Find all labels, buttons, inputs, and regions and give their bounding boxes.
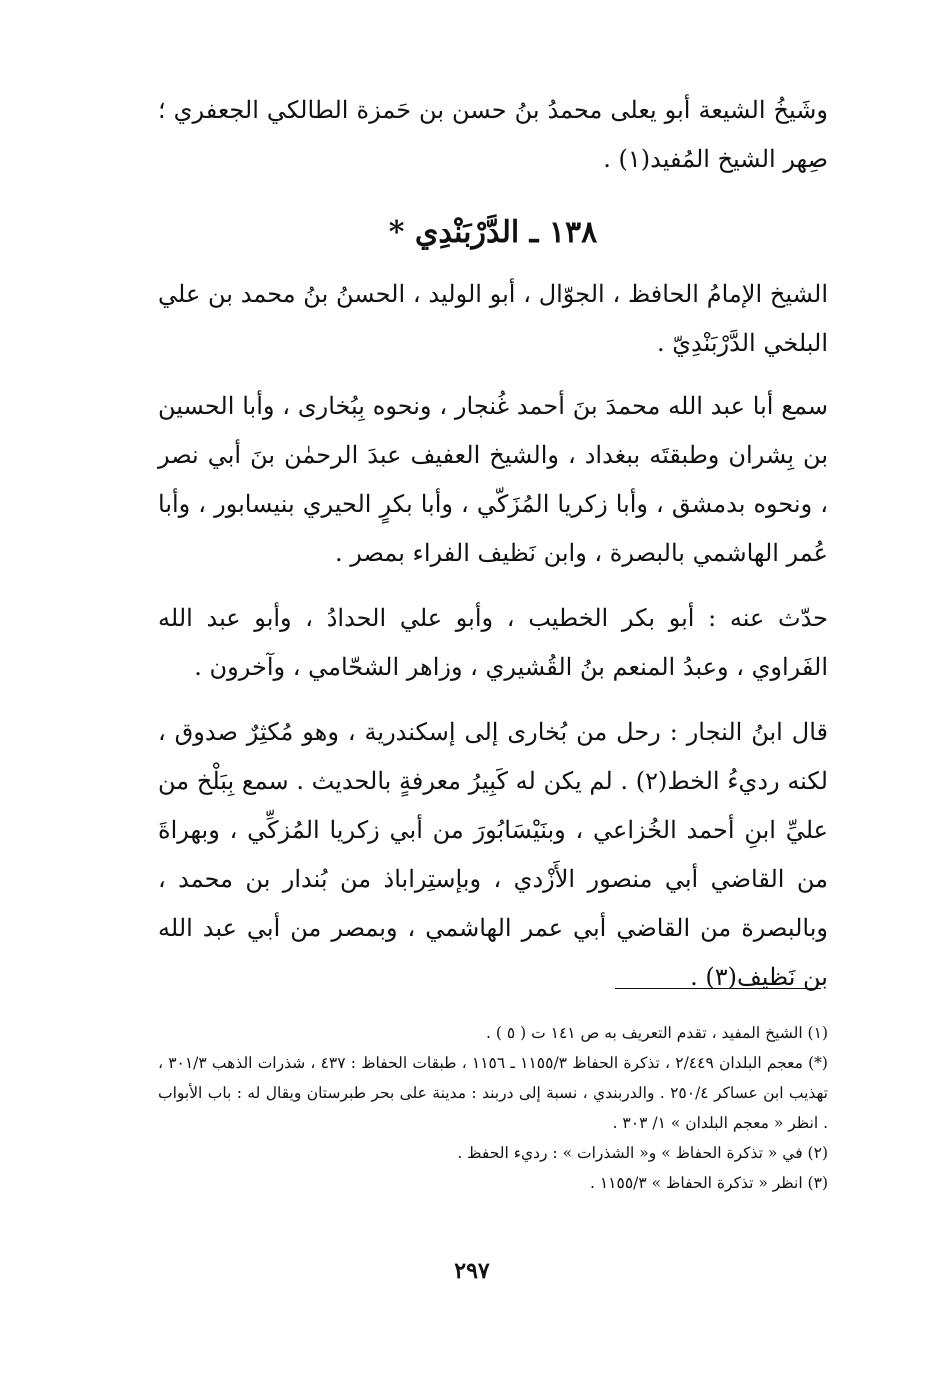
footnotes	[158, 1018, 828, 1198]
paragraph-block-2	[158, 382, 828, 578]
paragraph-ibn-najjar: قال ابنُ النجار : رحل من بُخارى إلى إسكندرية ، وهو مُكثِرٌ صدوق ، لكنه رديءُ الخط(٢) . لم يكن له كَبِيرُ معرفةٍ بالحديث . سمع بِبَلْخ من عليِّ ابنِ أحمد الخُزاعي ، وبنَيْسَابُورَ من أبي زكريا المُزكِّي ، وبهراةَ من القاضي أبي منصور الأَزْدي ، وبإستِراباذ من بُندار بن محمد ، وبالبصرة من القاضي أبي عمر الهاشمي ، وبمصر من أبي عبد الله بن نَظيف(٣) .	[158, 718, 828, 991]
footnote-separator	[615, 988, 821, 989]
paragraph-name: الشيخ الإمامُ الحافظ ، الجوّال ، أبو الوليد ، الحسنُ بنُ محمد بن علي البلخي الدَّرْبَنْدِيّ .	[158, 280, 828, 357]
paragraph-students: حدّث عنه : أبو بكر الخطيب ، وأبو علي الحدادُ ، وأبو عبد الله الفَراوي ، وعبدُ المنعم بنُ القُشيري ، وزاهر الشحّامي ، وآخرون .	[158, 604, 828, 681]
page-number: ٢٩٧	[454, 1258, 490, 1284]
footnote-star: (*) معجم البلدان ٢/٤٤٩ ، تذكرة الحفاظ ١١٥٥/٣ ـ ١١٥٦ ، طبقات الحفاظ : ٤٣٧ ، شذرات الذهب ٣٠١/٣ ، تهذيب ابن عساكر ٢٥٠/٤ . والدربندي ، نسبة إلى دربند : مدينة على بحر طبرستان ويقال له : باب الأبواب . انظر « معجم البلدان » ١/ ٣٠٣ .	[158, 1054, 828, 1132]
footnote-1: (١) الشيخ المفيد ، تقدم التعريف به ص ١٤١ ت ( ٥ ) .	[486, 1024, 828, 1042]
footnote-3: (٣) انظر « تذكرة الحفاظ » ١١٥٥/٣ .	[589, 1174, 828, 1192]
entry-heading: ١٣٨ ـ الدَّرْبَنْدِي *	[388, 215, 598, 250]
paragraph-block-4	[158, 708, 828, 1002]
intro-paragraph-block	[158, 86, 828, 184]
intro-paragraph: وشَيخُ الشيعة أبو يعلى محمدُ بنُ حسن بن حَمزة الطالكي الجعفري ؛ صِهر الشيخ المُفيد(١) .	[158, 96, 828, 173]
paragraph-block-3	[158, 594, 828, 692]
paragraph-teachers: سمع أبا عبد الله محمدَ بنَ أحمد غُنجار ، ونحوه بِبُخارى ، وأبا الحسين بن بِشران وطبقتَه ببغداد ، والشيخ العفيف عبدَ الرحمٰن بنَ أبي نصر ، ونحوه بدمشق ، وأبا زكريا المُزَكّي ، وأبا بكرٍ الحيري بنيسابور ، وأبا عُمر الهاشمي بالبصرة ، وابن نَظيف الفراء بمصر .	[158, 392, 829, 567]
paragraph-block-1	[158, 270, 828, 368]
footnote-2: (٢) في « تذكرة الحفاظ » و« الشذرات » : رديء الحفظ .	[457, 1144, 828, 1162]
